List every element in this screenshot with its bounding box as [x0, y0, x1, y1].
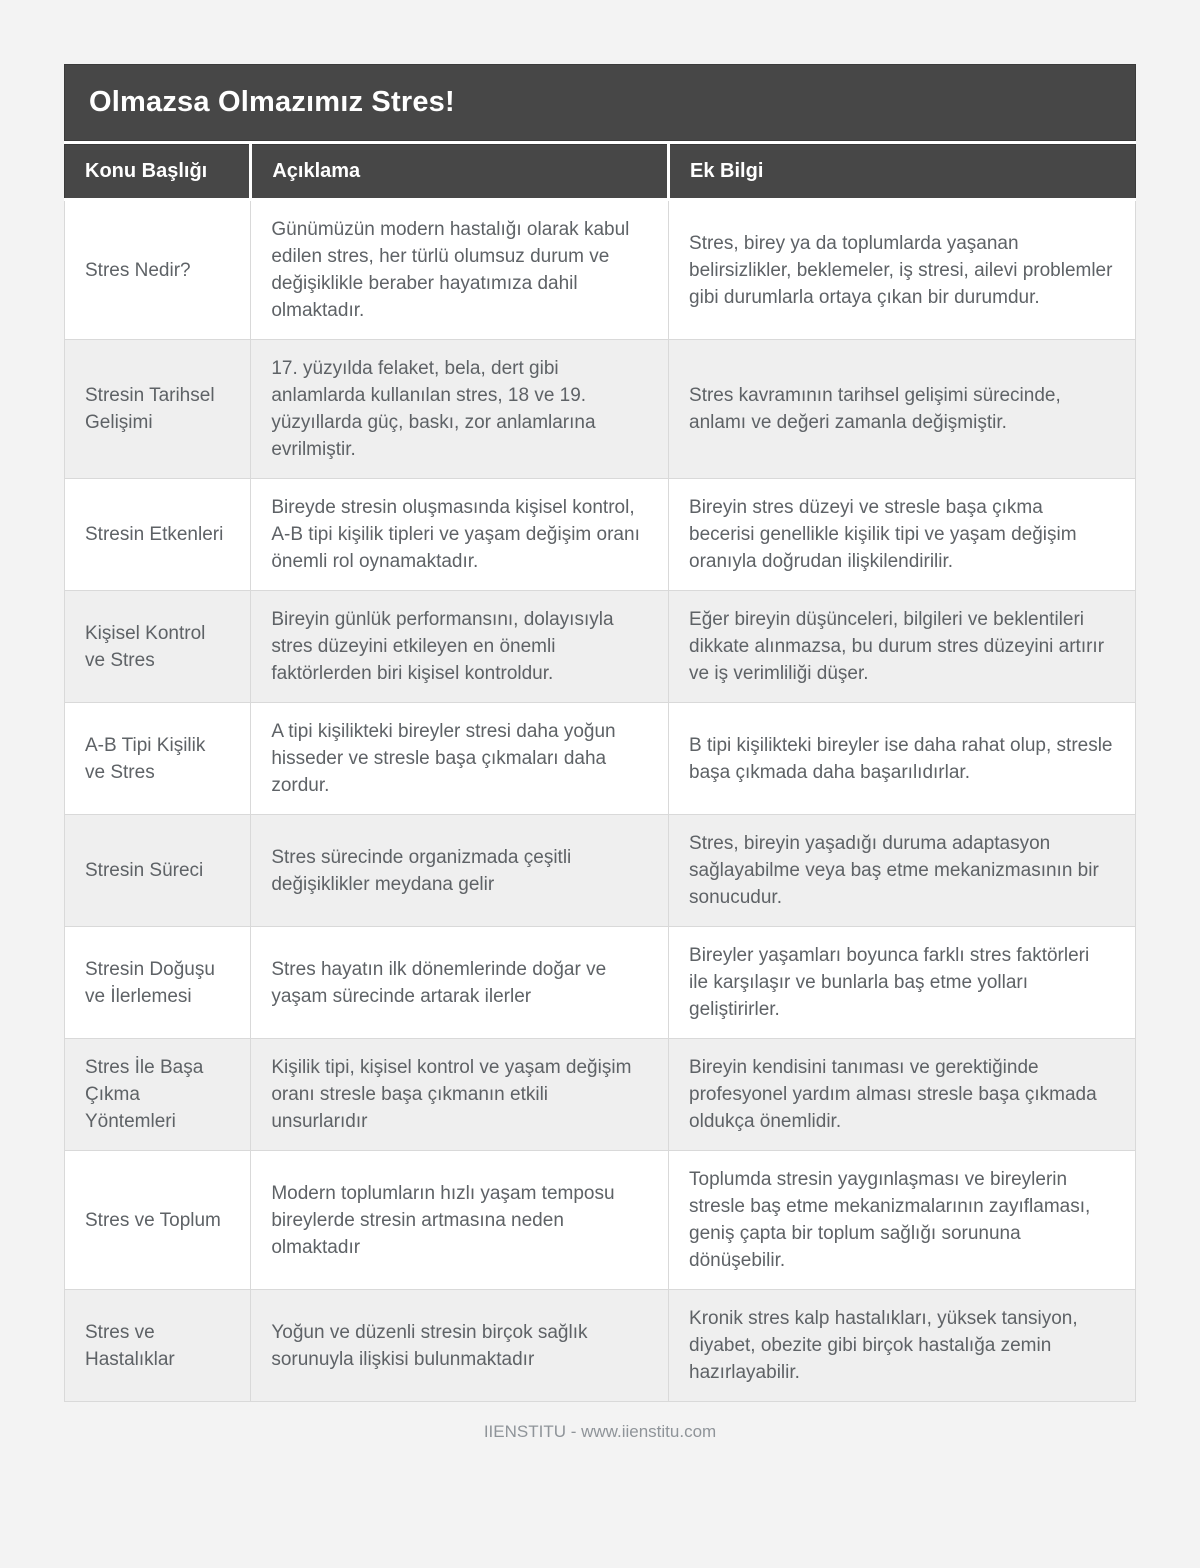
table-row	[65, 200, 1136, 340]
extra-cell: Stres kavramının tarihsel gelişimi sürecinde, anlamı ve değeri zamanla değişmiştir.	[669, 340, 1136, 479]
extra-cell: Stres, birey ya da toplumlarda yaşanan belirsizlikler, beklemeler, iş stresi, ailevi problemler gibi durumlarla ortaya çıkan bir durumdur.	[669, 200, 1136, 340]
description-cell: Stres sürecinde organizmada çeşitli değişiklikler meydana gelir	[251, 815, 669, 927]
description-cell: Kişilik tipi, kişisel kontrol ve yaşam değişim oranı stresle başa çıkmanın etkili unsurlarıdır	[251, 1039, 669, 1151]
extra-cell: Bireyler yaşamları boyunca farklı stres faktörleri ile karşılaşır ve bunlarla baş etme yolları geliştirirler.	[669, 927, 1136, 1039]
extra-cell: Stres, bireyin yaşadığı duruma adaptasyon sağlayabilme veya baş etme mekanizmasının bir sonucudur.	[669, 815, 1136, 927]
stress-info-card	[64, 64, 1136, 1402]
table-row	[65, 340, 1136, 479]
description-cell: Bireyin günlük performansını, dolayısıyla stres düzeyini etkileyen en önemli faktörlerden biri kişisel kontroldur.	[251, 591, 669, 703]
card-title: Olmazsa Olmazımız Stres!	[64, 64, 1136, 141]
description-cell: 17. yüzyılda felaket, bela, dert gibi anlamlarda kullanılan stres, 18 ve 19. yüzyıllarda güç, baskı, zor anlamlarına evrilmiştir.	[251, 340, 669, 479]
topic-cell: Stres Nedir?	[65, 200, 251, 340]
table-row	[65, 927, 1136, 1039]
extra-cell: Eğer bireyin düşünceleri, bilgileri ve beklentileri dikkate alınmazsa, bu durum stres düzeyini artırır ve iş verimliliği düşer.	[669, 591, 1136, 703]
description-cell: Bireyde stresin oluşmasında kişisel kontrol, A-B tipi kişilik tipleri ve yaşam değişim oranı önemli rol oynamaktadır.	[251, 479, 669, 591]
topic-cell: Stresin Etkenleri	[65, 479, 251, 591]
table-row	[65, 815, 1136, 927]
extra-cell: Bireyin kendisini tanıması ve gerektiğinde profesyonel yardım alması stresle başa çıkmada oldukça önemlidir.	[669, 1039, 1136, 1151]
page-footer: IIENSTITU - www.iienstitu.com	[483, 1422, 717, 1441]
column-header-topic: Konu Başlığı	[65, 145, 251, 200]
column-header-description: Açıklama	[251, 145, 669, 200]
topic-cell: Stres ve Toplum	[65, 1151, 251, 1290]
extra-cell: Toplumda stresin yaygınlaşması ve bireylerin stresle baş etme mekanizmalarının zayıflaması, geniş çapta bir toplum sağlığı sorununa dönüşebilir.	[669, 1151, 1136, 1290]
description-cell: Stres hayatın ilk dönemlerinde doğar ve yaşam sürecinde artarak ilerler	[251, 927, 669, 1039]
description-cell: Yoğun ve düzenli stresin birçok sağlık sorunuyla ilişkisi bulunmaktadır	[251, 1290, 669, 1402]
table-row	[65, 1290, 1136, 1402]
description-cell: A tipi kişilikteki bireyler stresi daha yoğun hisseder ve stresle başa çıkmaları daha zordur.	[251, 703, 669, 815]
stress-table	[64, 144, 1136, 1402]
column-header-extra: Ek Bilgi	[669, 145, 1136, 200]
table-row	[65, 1039, 1136, 1151]
topic-cell: Kişisel Kontrol ve Stres	[65, 591, 251, 703]
description-cell: Modern toplumların hızlı yaşam temposu bireylerde stresin artmasına neden olmaktadır	[251, 1151, 669, 1290]
table-row	[65, 703, 1136, 815]
topic-cell: Stresin Tarihsel Gelişimi	[65, 340, 251, 479]
table-header-row	[65, 145, 1136, 200]
table-row	[65, 1151, 1136, 1290]
topic-cell: Stresin Süreci	[65, 815, 251, 927]
description-cell: Günümüzün modern hastalığı olarak kabul edilen stres, her türlü olumsuz durum ve değişiklikle beraber hayatımıza dahil olmaktadır.	[251, 200, 669, 340]
extra-cell: Kronik stres kalp hastalıkları, yüksek tansiyon, diyabet, obezite gibi birçok hastalığa zemin hazırlayabilir.	[669, 1290, 1136, 1402]
topic-cell: Stres İle Başa Çıkma Yöntemleri	[65, 1039, 251, 1151]
topic-cell: Stresin Doğuşu ve İlerlemesi	[65, 927, 251, 1039]
topic-cell: Stres ve Hastalıklar	[65, 1290, 251, 1402]
table-row	[65, 591, 1136, 703]
table-row	[65, 479, 1136, 591]
extra-cell: Bireyin stres düzeyi ve stresle başa çıkma becerisi genellikle kişilik tipi ve yaşam değişim oranıyla doğrudan ilişkilendirilir.	[669, 479, 1136, 591]
extra-cell: B tipi kişilikteki bireyler ise daha rahat olup, stresle başa çıkmada daha başarılıdırlar.	[669, 703, 1136, 815]
topic-cell: A-B Tipi Kişilik ve Stres	[65, 703, 251, 815]
